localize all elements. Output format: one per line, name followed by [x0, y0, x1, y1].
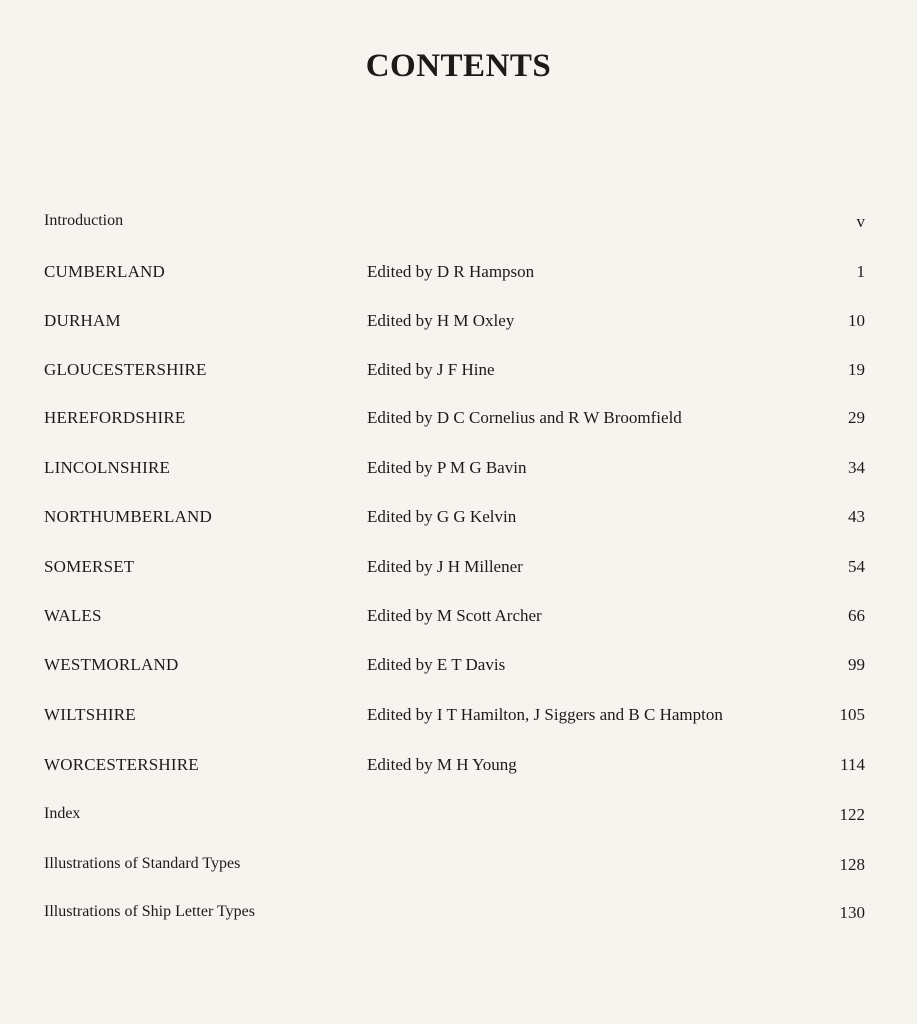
toc-entry-westmorland	[0, 655, 917, 681]
toc-entry-editor: Edited by M Scott Archer	[367, 606, 542, 625]
toc-entry-name: LINCOLNSHIRE	[44, 458, 171, 477]
toc-entry-herefordshire	[0, 408, 917, 434]
toc-entry-gloucestershire	[0, 360, 917, 386]
page-title: CONTENTS	[365, 48, 552, 84]
toc-entry-name: WALES	[44, 606, 102, 625]
toc-entry-wales	[0, 606, 917, 632]
toc-entry-name: WILTSHIRE	[44, 705, 136, 724]
toc-entry-wiltshire	[0, 705, 917, 731]
toc-entry-name: Index	[44, 805, 81, 822]
toc-entry-name: Introduction	[44, 212, 124, 229]
toc-entry-name: Illustrations of Standard Types	[44, 855, 241, 872]
toc-entry-name: Illustrations of Ship Letter Types	[44, 903, 255, 920]
toc-entry-standard-types	[0, 855, 917, 881]
toc-entry-editor: Edited by J F Hine	[367, 360, 495, 379]
toc-entry-name: NORTHUMBERLAND	[44, 507, 213, 526]
toc-entry-editor: Edited by D C Cornelius and R W Broomfield	[367, 408, 682, 427]
toc-entry-lincolnshire	[0, 458, 917, 484]
toc-entry-durham	[0, 311, 917, 337]
toc-entry-page: 66	[848, 606, 865, 625]
toc-entry-worcestershire	[0, 755, 917, 781]
toc-entry-introduction	[0, 212, 917, 238]
toc-entry-page: 10	[848, 311, 865, 330]
toc-entry-editor: Edited by P M G Bavin	[367, 458, 527, 477]
toc-entry-name: DURHAM	[44, 311, 121, 330]
toc-entry-editor: Edited by G G Kelvin	[367, 507, 517, 526]
toc-entry-editor: Edited by I T Hamilton, J Siggers and B C Hampton	[367, 705, 723, 724]
toc-entry-editor: Edited by D R Hampson	[367, 262, 535, 281]
toc-entry-page: 114	[840, 755, 865, 774]
toc-entry-page: 130	[839, 903, 865, 922]
toc-entry-ship-letter-types	[0, 903, 917, 929]
toc-entry-northumberland	[0, 507, 917, 533]
toc-entry-page: 128	[839, 855, 865, 874]
toc-entry-editor: Edited by M H Young	[367, 755, 517, 774]
toc-entry-page: 1	[856, 262, 865, 281]
toc-entry-name: GLOUCESTERSHIRE	[44, 360, 207, 379]
toc-entry-page: 122	[839, 805, 865, 824]
toc-entry-page: 34	[848, 458, 865, 477]
toc-entry-name: WORCESTERSHIRE	[44, 755, 199, 774]
toc-entry-editor: Edited by H M Oxley	[367, 311, 515, 330]
toc-entry-page: 105	[839, 705, 865, 724]
toc-entry-editor: Edited by E T Davis	[367, 655, 506, 674]
toc-entry-page: 29	[848, 408, 865, 427]
toc-entry-editor: Edited by J H Millener	[367, 557, 523, 576]
toc-entry-cumberland	[0, 262, 917, 288]
toc-entry-somerset	[0, 557, 917, 583]
toc-entry-index	[0, 805, 917, 831]
toc-entry-name: SOMERSET	[44, 557, 135, 576]
toc-entry-name: HEREFORDSHIRE	[44, 408, 186, 427]
toc-entry-page: 54	[848, 557, 865, 576]
toc-entry-name: WESTMORLAND	[44, 655, 179, 674]
toc-entry-page: 43	[848, 507, 865, 526]
toc-entry-page: 19	[848, 360, 865, 379]
toc-entry-page: v	[856, 212, 865, 231]
toc-entry-page: 99	[848, 655, 865, 674]
toc-entry-name: CUMBERLAND	[44, 262, 166, 281]
